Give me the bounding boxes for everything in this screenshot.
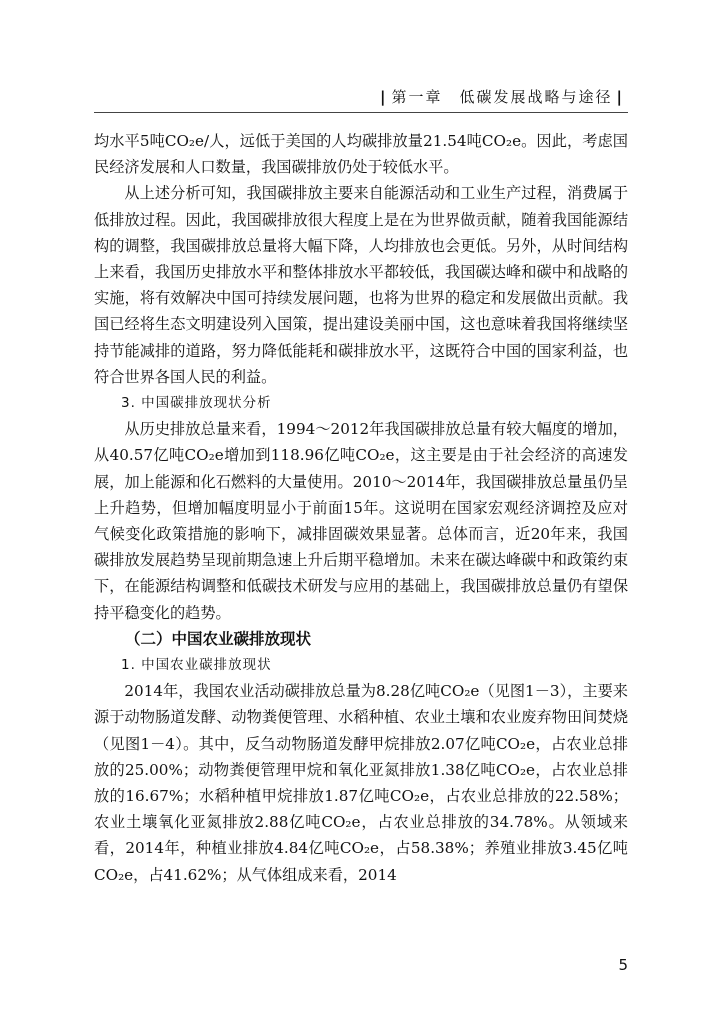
header-bar-right: |	[616, 88, 624, 106]
section-heading-agriculture: （二）中国农业碳排放现状	[125, 629, 312, 648]
paragraph-history: 从历史排放总量来看，1994～2012年我国碳排放总量有较大幅度的增加，从40.57亿吨CO₂e增加到118.96亿吨CO₂e，这主要是由于社会经济的高速发展，加上能源和化石燃料的大量使用。2010～2014年，我国碳排放总量虽仍呈上升趋势，但增加幅度明显小于前面15年。这说明在国家宏观经济调控及应对气候变化政策措施的影响下，减排固碳效果显著。总体而言，近20年来，我国碳排放发展趋势呈现前期急速上升后期平稳增加。未来在碳达峰碳中和政策约束下，在能源结构调整和低碳技术研发与应用的基础上，我国碳排放总量仍有望保持平稳变化的趋势。	[94, 420, 628, 622]
paragraph-continued: 均水平5吨CO₂e/人，远低于美国的人均碳排放量21.54吨CO₂e。因此，考虑国民经济发展和人口数量，我国碳排放仍处于较低水平。	[94, 132, 628, 177]
paragraph-analysis: 从上述分析可知，我国碳排放主要来自能源活动和工业生产过程，消费属于低排放过程。因此，我国碳排放很大程度上是在为世界做贡献，随着我国能源结构的调整，我国碳排放总量将大幅下降，人均排放也会更低。另外，从时间结构上来看，我国历史排放水平和整体排放水平都较低，我国碳达峰和碳中和战略的实施，将有效解决中国可持续发展问题，也将为世界的稳定和发展做出贡献。我国已经将生态文明建设列入国策，提出建设美丽中国，这也意味着我国将继续坚持节能减排的道路，努力降低能耗和碳排放水平，这既符合中国的国家利益，也符合世界各国人民的利益。	[94, 184, 628, 386]
header-bar-left: |	[380, 88, 388, 106]
paragraph-agriculture-2014: 2014年，我国农业活动碳排放总量为8.28亿吨CO₂e（见图1－3），主要来源于动物肠道发酵、动物粪便管理、水稻种植、农业土壤和农业废弃物田间焚烧（见图1－4）。其中，反刍动物肠道发酵甲烷排放2.07亿吨CO₂e，占农业总排放的25.00%；动物粪便管理甲烷和氧化亚氮排放1.38亿吨CO₂e，占农业总排放的16.67%；水稻种植甲烷排放1.87亿吨CO₂e，占农业总排放的22.58%；农业土壤氧化亚氮排放2.88亿吨CO₂e，占农业总排放的34.78%。从领域来看，2014年，种植业排放4.84亿吨CO₂e，占58.38%；养殖业排放3.45亿吨CO₂e，占41.62%；从气体组成来看，2014	[94, 682, 628, 884]
subheading-agriculture-status: 1. 中国农业碳排放现状	[121, 657, 272, 674]
page-number: 5	[618, 956, 628, 974]
running-header	[376, 86, 628, 107]
header-rule	[94, 112, 628, 113]
subheading-china-emission-analysis: 3. 中国碳排放现状分析	[121, 395, 272, 412]
body-text	[94, 128, 628, 888]
chapter-title: 第一章 低碳发展战略与途径	[391, 88, 613, 106]
